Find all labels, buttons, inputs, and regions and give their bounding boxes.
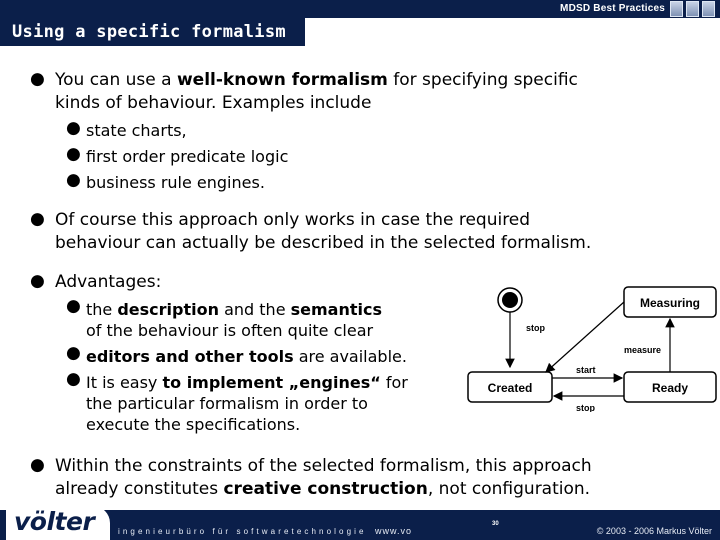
transition-stop-bottom-label: stop xyxy=(576,403,595,412)
sub-bullet xyxy=(86,346,466,367)
bullet-dot-icon: ● xyxy=(66,144,81,164)
sub-bold: editors and other tools xyxy=(86,347,294,366)
bullet-dot-icon: ● xyxy=(66,118,81,138)
sub-text: of the behaviour is often quite clear xyxy=(86,321,374,340)
state-ready-label: Ready xyxy=(651,381,689,395)
header-decoration xyxy=(670,1,716,17)
transition-stop-top xyxy=(546,302,624,372)
bullet-dot-icon: ● xyxy=(30,69,45,89)
bullet-4-text xyxy=(55,455,695,501)
bullet-dot-icon: ● xyxy=(66,296,81,316)
transition-stop-top-label: stop xyxy=(526,323,545,333)
bullet-dot-icon: ● xyxy=(66,343,81,363)
bullet-dot-icon: ● xyxy=(30,209,45,229)
footer-url[interactable]: www.vo xyxy=(375,526,413,536)
sub-text: and the xyxy=(219,300,291,319)
bullet-1-bold: well-known formalism xyxy=(176,70,388,90)
voelter-logo xyxy=(6,506,110,540)
sub-bullet xyxy=(86,372,466,435)
bullet-2-line1: Of course this approach only works in case the required xyxy=(55,210,531,230)
title-block xyxy=(0,18,305,46)
bullet-dot-icon: ● xyxy=(66,369,81,389)
sub-text: the particular formalism in order to xyxy=(86,394,368,413)
bullet-dot-icon: ● xyxy=(66,170,81,190)
transition-measure-label: measure xyxy=(624,345,662,355)
header-tile-icon xyxy=(686,1,699,17)
footer-bar xyxy=(0,507,720,540)
sub-bold: semantics xyxy=(290,300,382,319)
bullet-4-bold: creative construction xyxy=(223,479,428,499)
sub-text: execute the specifications. xyxy=(86,415,301,434)
bullet-2-text xyxy=(55,209,695,255)
page-number: 30 xyxy=(492,521,499,527)
transition-start-label: start xyxy=(576,365,596,375)
initial-state-dot xyxy=(502,292,518,308)
sub-bullet: business rule engines. xyxy=(86,173,265,192)
state-diagram xyxy=(462,278,718,412)
sub-bullet xyxy=(86,299,466,341)
bullet-4-pre: already constitutes xyxy=(55,479,224,499)
bullet-4-post: , not configuration. xyxy=(427,479,591,499)
bullet-2-line2: behaviour can actually be described in the selected formalism. xyxy=(55,233,592,253)
sub-bullet: state charts, xyxy=(86,121,187,140)
sub-bold: to implement „engines“ xyxy=(162,373,381,392)
bullet-1-text xyxy=(55,69,695,115)
bullet-3-label: Advantages: xyxy=(55,272,162,292)
header-tile-icon xyxy=(702,1,715,17)
state-created-label: Created xyxy=(487,381,533,395)
sub-text: are available. xyxy=(293,347,407,366)
copyright: © 2003 - 2006 Markus Völter xyxy=(596,526,712,536)
sub-bold: description xyxy=(117,300,219,319)
sub-text: It is easy xyxy=(86,373,163,392)
header-tile-icon xyxy=(670,1,683,17)
sub-text: the xyxy=(86,300,118,319)
footer-tagline: ingenieurbüro für softwaretechnologie xyxy=(118,527,367,536)
sub-bullet: first order predicate logic xyxy=(86,147,289,166)
header-label: MDSD Best Practices xyxy=(560,3,665,14)
bullet-4-line1: Within the constraints of the selected formalism, this approach xyxy=(55,456,592,476)
bullet-1-line2: kinds of behaviour. Examples include xyxy=(55,93,372,113)
bullet-1-pre: You can use a xyxy=(55,70,177,90)
sub-text: for xyxy=(380,373,408,392)
bullet-1-post: for specifying specific xyxy=(387,70,578,90)
slide-title: Using a specific formalism xyxy=(12,22,286,42)
bullet-dot-icon: ● xyxy=(30,271,45,291)
bullet-dot-icon: ● xyxy=(30,455,45,475)
logo-text: völter xyxy=(14,507,95,536)
state-measuring-label: Measuring xyxy=(639,296,701,310)
